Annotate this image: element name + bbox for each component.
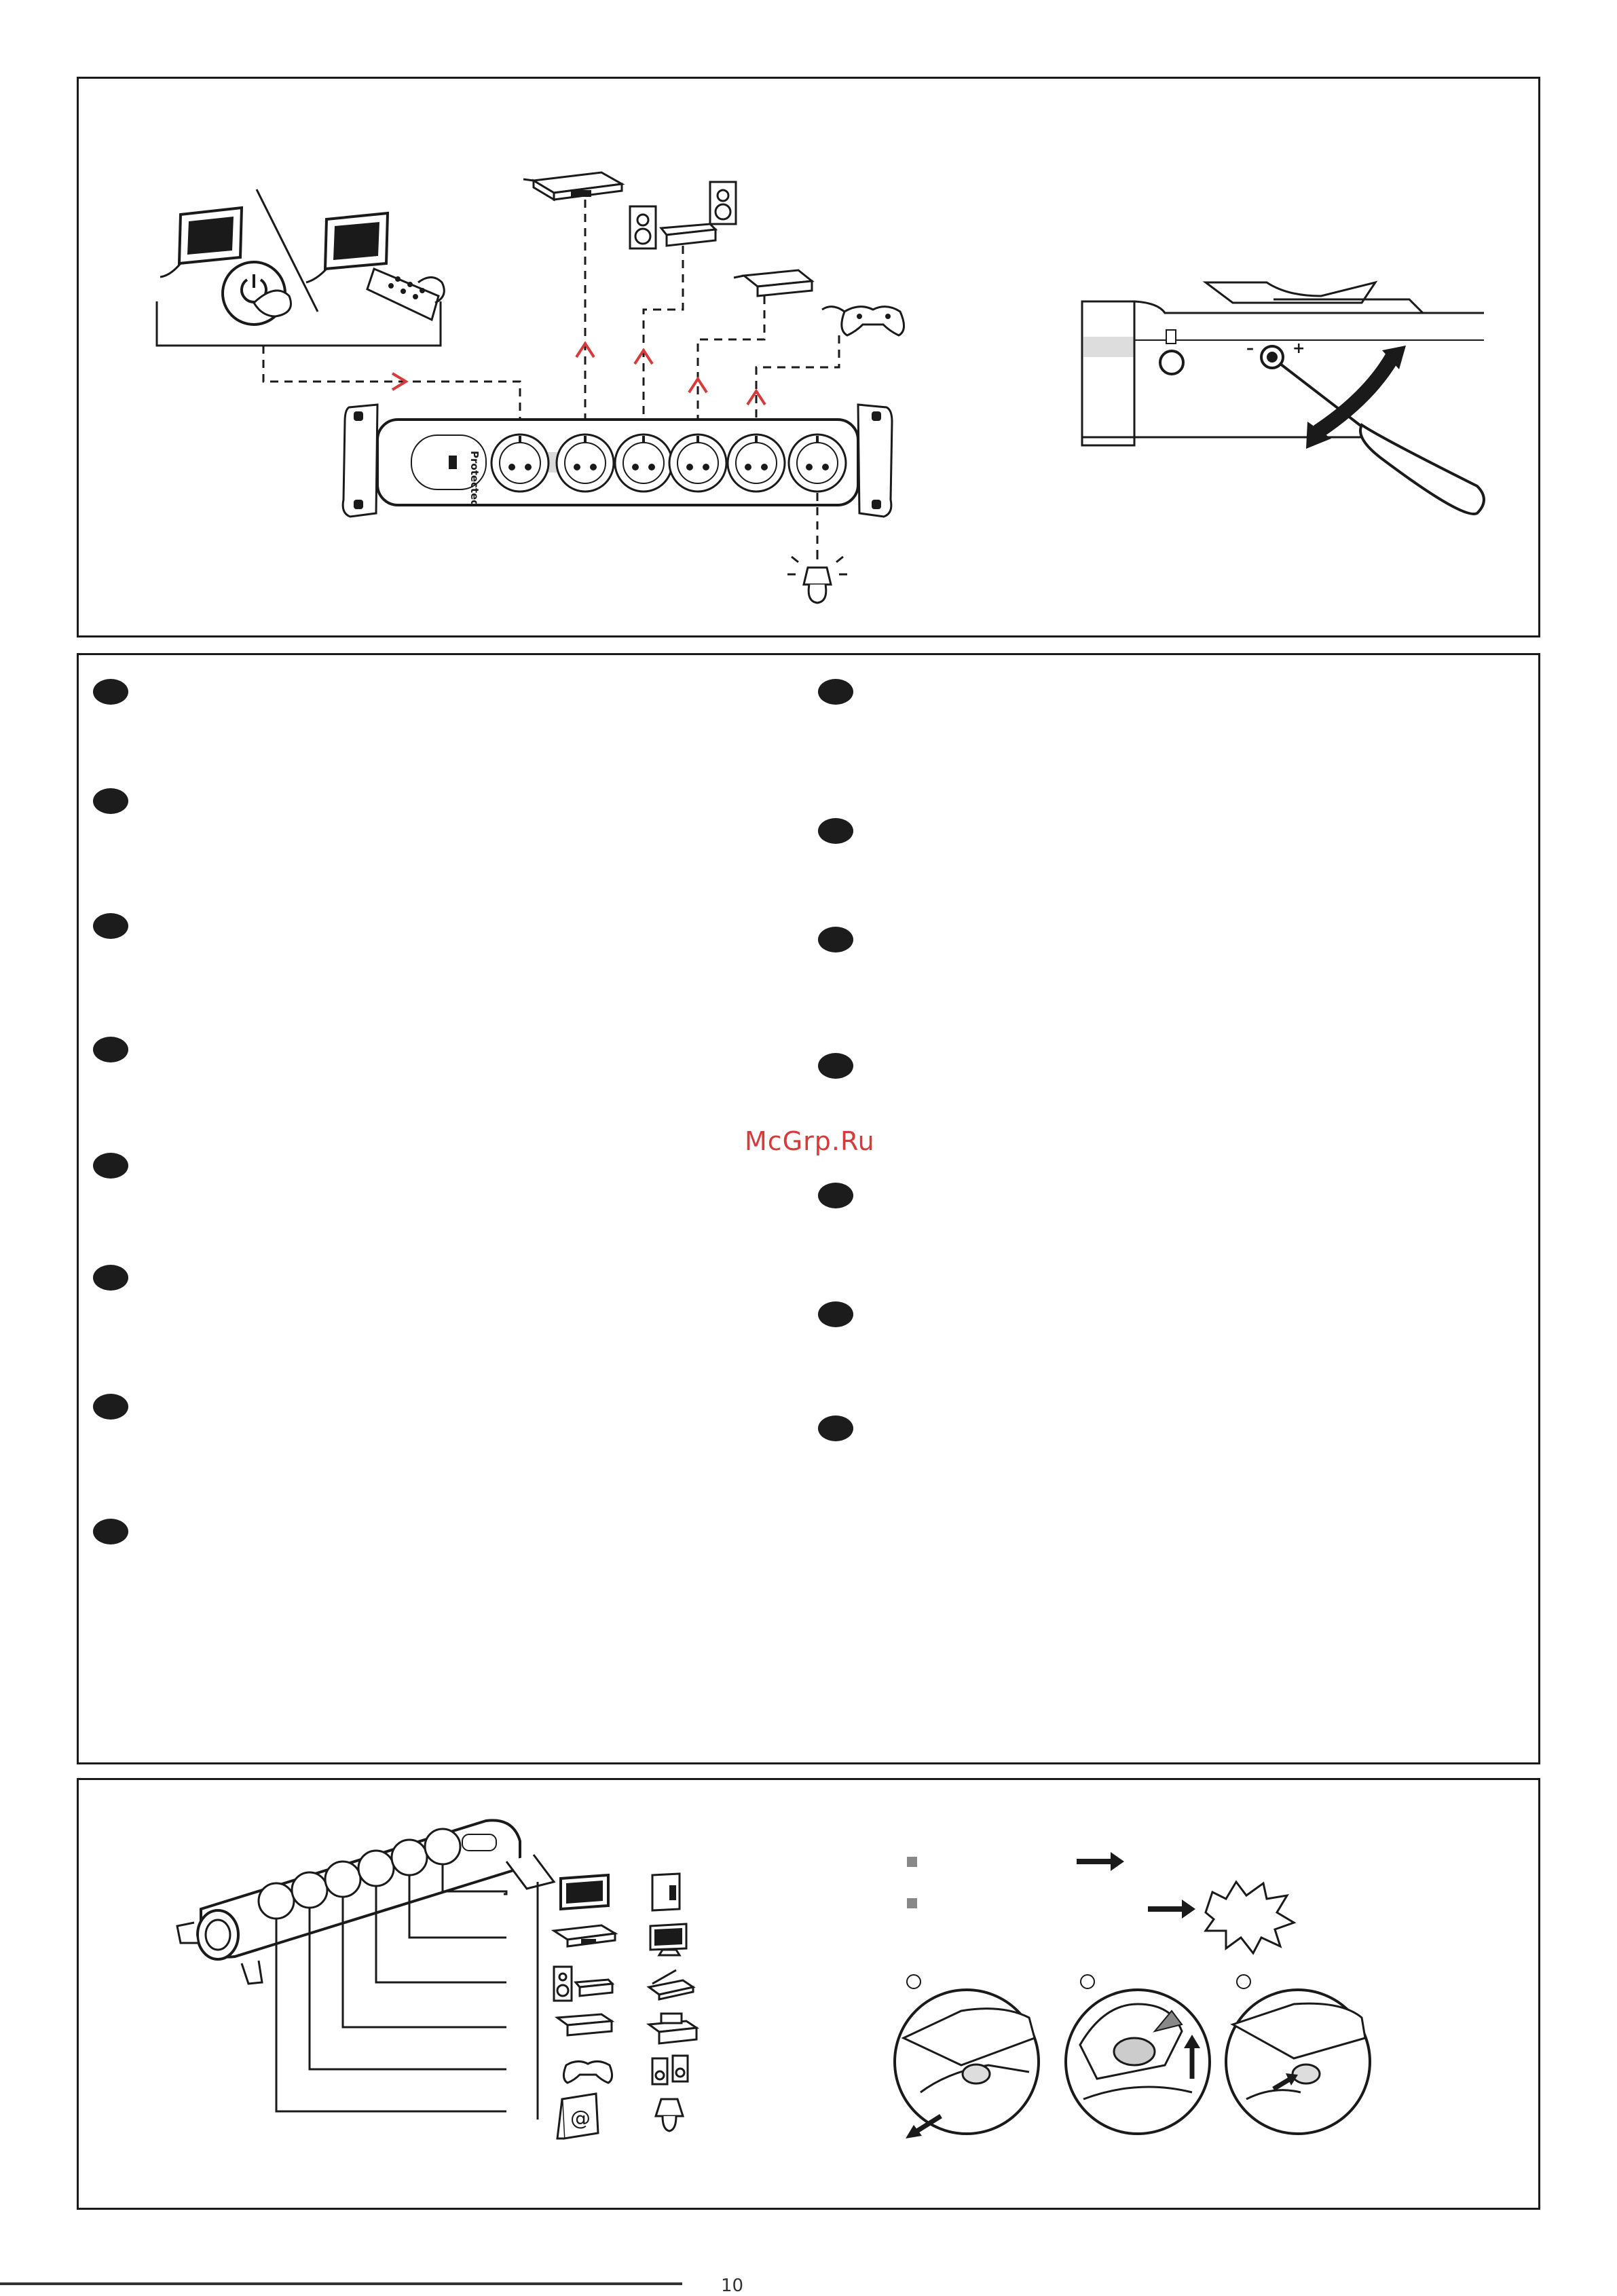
legend-bullet	[907, 1898, 917, 1908]
sensitivity-adjust-illustration	[1082, 282, 1484, 514]
watermark: McGrp.Ru	[745, 1126, 875, 1156]
language-badge	[818, 818, 853, 844]
adjust-plus-label: +	[1293, 340, 1305, 357]
language-badge	[818, 679, 853, 705]
diagram-panel-devices	[77, 1778, 1540, 2210]
game-controller-icon	[563, 2061, 612, 2083]
language-badge	[93, 1265, 128, 1291]
language-badge	[93, 1519, 128, 1544]
game-controller-icon	[822, 307, 904, 335]
lamp-icon	[656, 2099, 683, 2131]
connection-diagram	[79, 79, 1542, 640]
reset-step-2-illustration	[1066, 1975, 1210, 2134]
strip-brand-label: Protected	[468, 451, 481, 508]
diagram-panel-connection	[77, 77, 1540, 637]
set-top-box-icon	[557, 2014, 612, 2035]
reset-step-3-illustration	[1226, 1975, 1370, 2134]
reset-step-1-illustration	[895, 1975, 1039, 2138]
hifi-system-icon	[554, 1967, 612, 2001]
language-badge	[818, 1301, 853, 1327]
power-strip-illustration	[343, 405, 892, 517]
scanner-icon	[649, 1970, 693, 1999]
dvd-player-icon	[554, 1925, 615, 1946]
language-badge	[818, 1415, 853, 1441]
printer-icon	[649, 2014, 696, 2043]
devices-diagram	[79, 1780, 1542, 2212]
language-badge	[818, 927, 853, 952]
at-symbol: @	[570, 2107, 591, 2130]
hifi-system-icon	[630, 182, 736, 248]
speakers-icon	[652, 2056, 688, 2084]
set-top-box-icon	[734, 270, 812, 296]
language-badge	[93, 913, 128, 939]
internet-box-icon	[557, 2094, 598, 2138]
language-badge	[818, 1053, 853, 1079]
dvd-player-icon	[523, 172, 622, 200]
instructions-panel-languages	[77, 653, 1540, 1764]
arrow-right-icon	[1111, 1852, 1124, 1871]
language-badge	[818, 1183, 853, 1208]
surge-burst-icon	[1206, 1882, 1294, 1953]
language-badge	[93, 679, 128, 705]
adjust-minus-label: –	[1246, 340, 1254, 357]
computer-tower-icon	[652, 1874, 680, 1910]
footer-rule	[0, 2282, 682, 2285]
legend-bullet	[907, 1857, 917, 1867]
language-badge	[93, 788, 128, 814]
tv-standby-illustration	[157, 189, 441, 346]
monitor-icon	[650, 1924, 686, 1955]
flat-tv-icon	[561, 1875, 608, 1909]
language-badge	[93, 1394, 128, 1420]
page-number: 10	[721, 2276, 744, 2296]
lamp-icon	[787, 553, 847, 603]
arrow-right-icon	[1182, 1900, 1195, 1919]
language-badge	[93, 1153, 128, 1179]
angled-power-strip-illustration	[177, 1820, 554, 1984]
tv-remote-illustration	[306, 213, 444, 320]
language-badge	[93, 1037, 128, 1062]
